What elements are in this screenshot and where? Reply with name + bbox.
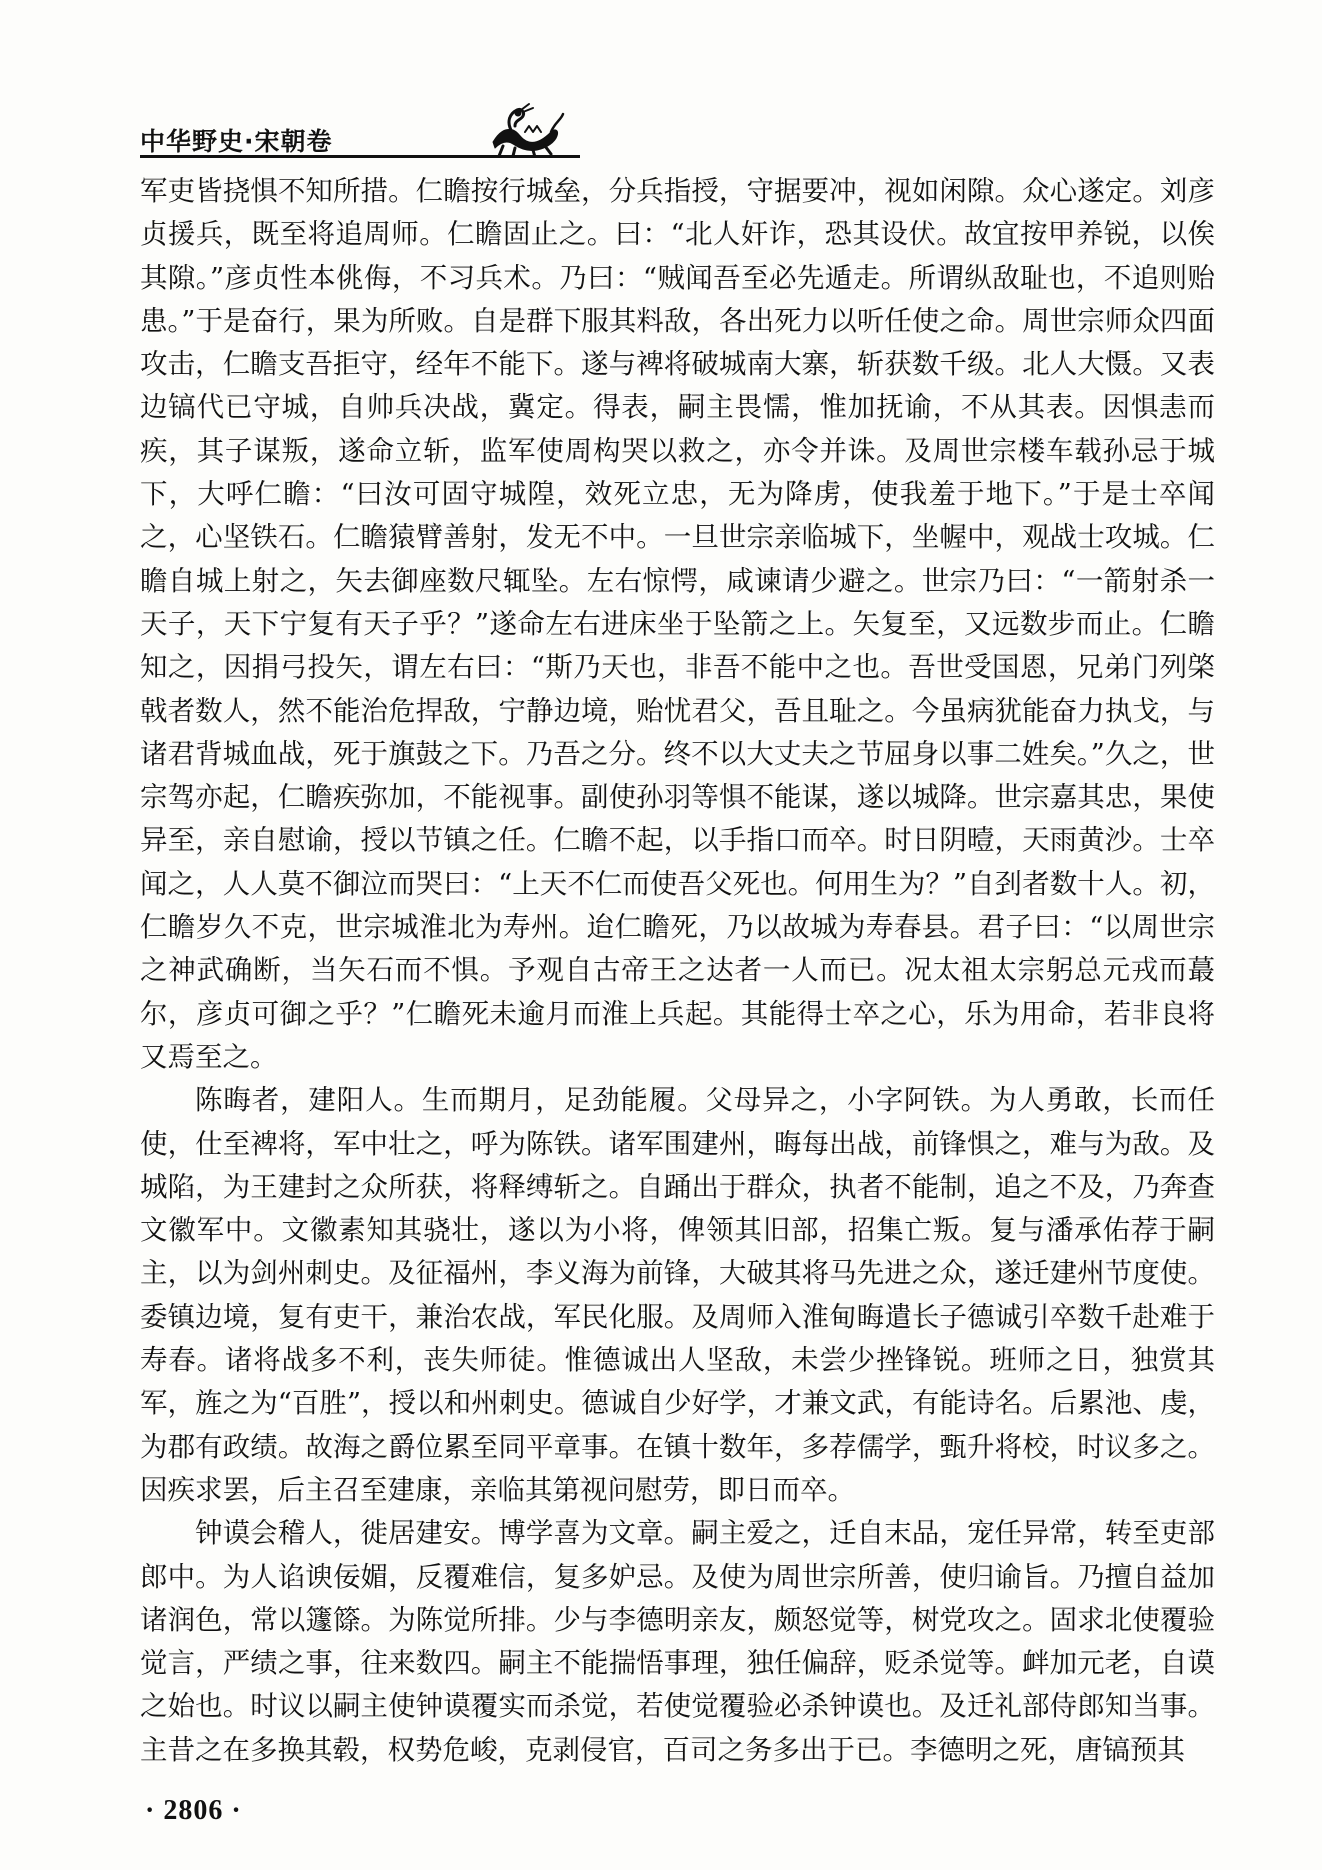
header-rule xyxy=(140,155,580,158)
paragraph-zhong-mo: 钟谟会稽人，徙居建安。博学喜为文章。嗣主爱之，迁自末品，宠任异常，转至吏部郎中。为人谄谀佞媚，反覆难信，复多妒忌。及使为周世宗所善，使归谕旨。乃擅自益加诸润色，常以籧篨。为陈觉所排。少与李德明亲友，颇怒觉等，树党攻之。固求北使覆验觉言，严绩之事，往来数四。嗣主不能揣悟事理，独任偏辞，贬杀觉等。衅加元老，自谟之始也。时议以嗣主使钟谟覆实而杀觉，若使觉覆验必杀钟谟也。及迁礼部侍郎知当事。主昔之在多换其毂，权势危峻，克剥侵官，百司之务多出于已。李德明之死，唐镐预其 xyxy=(140,1517,1215,1766)
body-text xyxy=(140,170,1215,1772)
paragraph-renzhan: 军吏皆挠惧不知所措。仁瞻按行城垒，分兵指授，守据要冲，视如闲隙。众心遂定。刘彦贞援兵，既至将追周师。仁瞻固止之。曰：“北人奸诈，恐其设伏。故宜按甲养锐，以俟其隙。”彦贞性本佻侮，不习兵术。乃曰：“贼闻吾至必先遁走。所谓纵敌耻也，不追则贻患。”于是奋行，果为所败。自是群下服其料敌，各出死力以听任使之命。周世宗师众四面攻击，仁瞻支吾拒守，经年不能下。遂与裨将破城南大寨，斩获数千级。北人大慑。又表边镐代已守城，自帅兵决战，冀定。得表，嗣主畏懦，惟加抚谕，不从其表。因惧恚而疾，其子谋叛，遂命立斩，监军使周构哭以救之，亦令并诛。及周世宗楼车载孙忌于城下，大呼仁瞻：“曰汝可固守城隍，效死立忠，无为降虏，使我羞于地下。”于是士卒闻之，心坚铁石。仁瞻猿臂善射，发无不中。一旦世宗亲临城下，坐幄中，观战士攻城。仁瞻自城上射之，矢去御座数尺辄坠。左右惊愕，咸谏请少避之。世宗乃曰：“一箭射杀一天子，天下宁复有天子乎？”遂命左右进床坐于坠箭之上。矢复至，又远数步而止。仁瞻知之，因捐弓投矢，谓左右曰：“斯乃天也，非吾不能中之也。吾世受国恩，兄弟门列棨戟者数人，然不能治危捍敌，宁静边境，贻忧君父，吾且耻之。今虽病犹能奋力执戈，与诸君背城血战，死于旗鼓之下。乃吾之分。终不以大丈夫之节屈身以事二姓矣。”久之，世宗驾亦起，仁瞻疾弥加，不能视事。副使孙羽等惧不能谋，遂以城降。世宗嘉其忠，果使异至，亲自慰谕，授以节镇之任。仁瞻不起，以手指口而卒。时日阴曀，天雨黄沙。士卒闻之，人人莫不御泣而哭曰：“上天不仁而使吾父死也。何用生为？”自刭者数十人。初，仁瞻岁久不克，世宗城淮北为寿州。迨仁瞻死，乃以故城为寿春县。君子曰：“以周世宗之神武确断，当矢石而不惧。予观自古帝王之达者一人而已。况太祖太宗躬总元戎而蕞尔，彦贞可御之乎？”仁瞻死未逾月而淮上兵起。其能得士卒之心，乐为用命，若非良将又焉至之。 xyxy=(140,175,1215,1073)
paragraph-chen-hui: 陈晦者，建阳人。生而期月，足劲能履。父母异之，小字阿铁。为人勇敢，长而任使，仕至裨将，军中壮之，呼为陈铁。诸军围建州，晦每出战，前锋惧之，难与为敌。及城陷，为王建封之众所获，将释缚斩之。自踊出于群众，执者不能制，追之不及，乃奔查文徽军中。文徽素知其骁壮，遂以为小将，俾领其旧部，招集亡叛。复与潘承佑荐于嗣主，以为剑州刺史。及征福州，李义海为前锋，大破其将马先进之众，遂迁建州节度使。委镇边境，复有吏干，兼治农战，军民化服。及周师入淮甸晦遣长子德诚引卒数千赴难于寿春。诸将战多不利，丧失师徒。惟德诚出人坚敌，未尝少挫锋锐。班师之日，独赏其军，旌之为“百胜”，授以和州刺史。德诚自少好学，才兼文武，有能诗名。后累池、虔，为郡有政绩。故海之爵位累至同平章事。在镇十数年，多荐儒学，甄升将校，时议多之。因疾求罢，后主召至建康，亲临其第视问慰劳，即日而卒。 xyxy=(140,1084,1215,1506)
dragon-icon xyxy=(485,102,565,158)
page-number: · 2806 · xyxy=(145,1795,242,1826)
book-title: 中华野史·宋朝卷 xyxy=(140,127,333,156)
